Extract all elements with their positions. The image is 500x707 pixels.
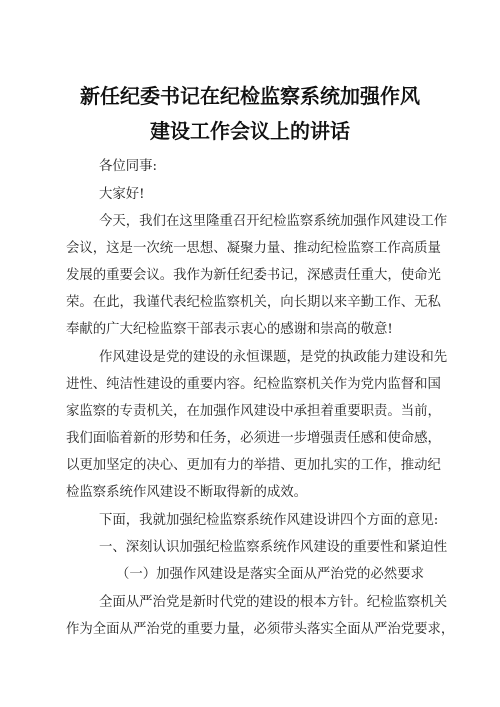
- paragraph-line: 检监察系统作风建设不断取得新的成效。: [66, 485, 308, 500]
- paragraph-line: 发展的重要会议。我作为新任纪委书记，深感责任重大，使命光: [66, 268, 441, 283]
- paragraph-line: 下面，我就加强纪检监察系统作风建设讲四个方面的意见:: [99, 513, 439, 528]
- paragraph-line: 会议，这是一次统一思想、凝聚力量、推动纪检监察工作高质量: [66, 241, 441, 256]
- paragraph-line: 我们面临着新的形势和任务，必须进一步增强责任感和使命感，: [66, 431, 441, 446]
- subsection-heading: （一）加强作风建设是落实全面从严治党的必然要求: [116, 567, 424, 582]
- paragraph-line: 进性、纯洁性建设的重要内容。纪检监察机关作为党内监督和国: [66, 377, 441, 392]
- paragraph-line: 奉献的广大纪检监察干部表示衷心的感谢和崇高的敬意!: [66, 322, 393, 337]
- paragraph-line: 作为全面从严治党的重要力量，必须带头落实全面从严治党要求，: [66, 622, 455, 637]
- salutation: 各位同事:: [99, 159, 158, 174]
- paragraph-line: 全面从严治党是新时代党的建设的根本方针。纪检监察机关: [99, 595, 448, 610]
- paragraph-line: 今天，我们在这里隆重召开纪检监察系统加强作风建设工作: [99, 214, 448, 229]
- document-title-line-1: 新任纪委书记在纪检监察系统加强作风: [80, 84, 420, 108]
- document-title-line-2: 建设工作会议上的讲话: [150, 119, 350, 143]
- paragraph-line: 以更加坚定的决心、更加有力的举措、更加扎实的工作，推动纪: [66, 458, 441, 473]
- greeting: 大家好!: [99, 187, 145, 202]
- paragraph-line: 作风建设是党的建设的永恒课题，是党的执政能力建设和先: [99, 350, 448, 365]
- paragraph-line: 家监察的专责机关，在加强作风建设中承担着重要职责。当前，: [66, 404, 441, 419]
- section-heading: 一、深刻认识加强纪检监察系统作风建设的重要性和紧迫性: [99, 540, 448, 555]
- paragraph-line: 荣。在此，我谨代表纪检监察机关，向长期以来辛勤工作、无私: [66, 295, 441, 310]
